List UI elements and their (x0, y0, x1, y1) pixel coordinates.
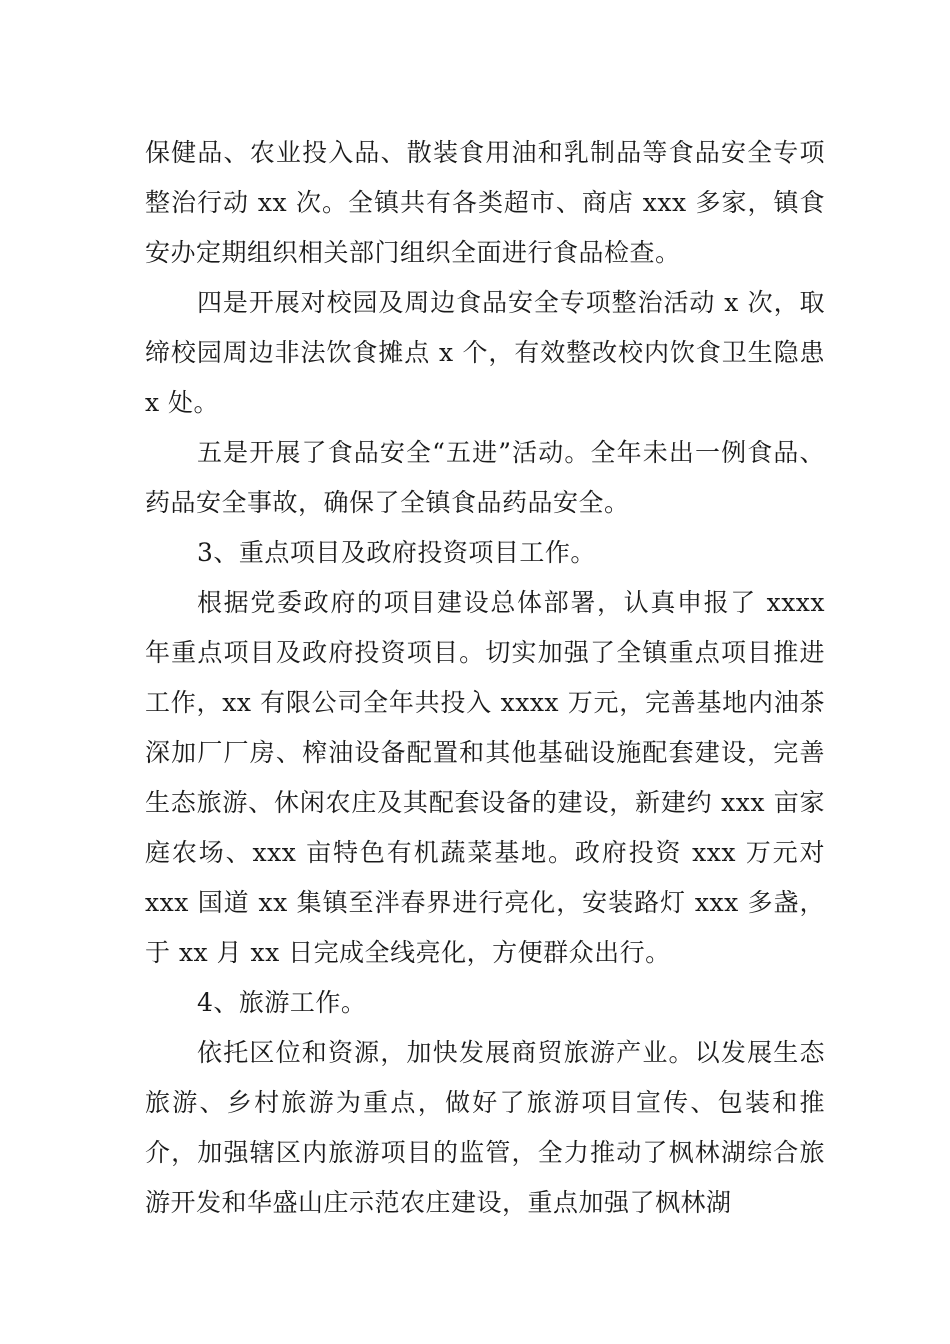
document-body (145, 128, 825, 1228)
paragraph-tourism: 依托区位和资源，加快发展商贸旅游产业。以发展生态旅游、乡村旅游为重点，做好了旅游项目宣传、包装和推介，加强辖区内旅游项目的监管，全力推动了枫林湖综合旅游开发和华盛山庄示范农庄建设，重点加强了枫林湖 (145, 1038, 825, 1217)
section-heading-key-projects: 3、重点项目及政府投资项目工作。 (197, 538, 596, 567)
paragraph-key-projects: 根据党委政府的项目建设总体部署，认真申报了 xxxx 年重点项目及政府投资项目。切实加强了全镇重点项目推进工作，xx 有限公司全年共投入 xxxx 万元，完善基地内油茶深加厂厂房、榨油设备配置和其他基础设施配套建设，完善生态旅游、休闲农庄及其配套设备的建设，新建约 xxx 亩家庭农场、xxx 亩特色有机蔬菜基地。政府投资 xxx 万元对 xxx 国道 xx 集镇至泮春界进行亮化，安装路灯 xxx 多盏，于 xx 月 xx 日完成全线亮化，方便群众出行。 (145, 588, 825, 967)
paragraph-five-entries-activity: 五是开展了食品安全“五进”活动。全年未出一例食品、药品安全事故，确保了全镇食品药品安全。 (145, 438, 825, 517)
section-heading-tourism: 4、旅游工作。 (197, 988, 367, 1017)
paragraph-campus-food-safety: 四是开展对校园及周边食品安全专项整治活动 x 次，取缔校园周边非法饮食摊点 x 个，有效整改校内饮食卫生隐患 x 处。 (145, 288, 825, 417)
paragraph-food-safety-rectification: 保健品、农业投入品、散装食用油和乳制品等食品安全专项整治行动 xx 次。全镇共有各类超市、商店 xxx 多家，镇食安办定期组织相关部门组织全面进行食品检查。 (145, 138, 825, 267)
